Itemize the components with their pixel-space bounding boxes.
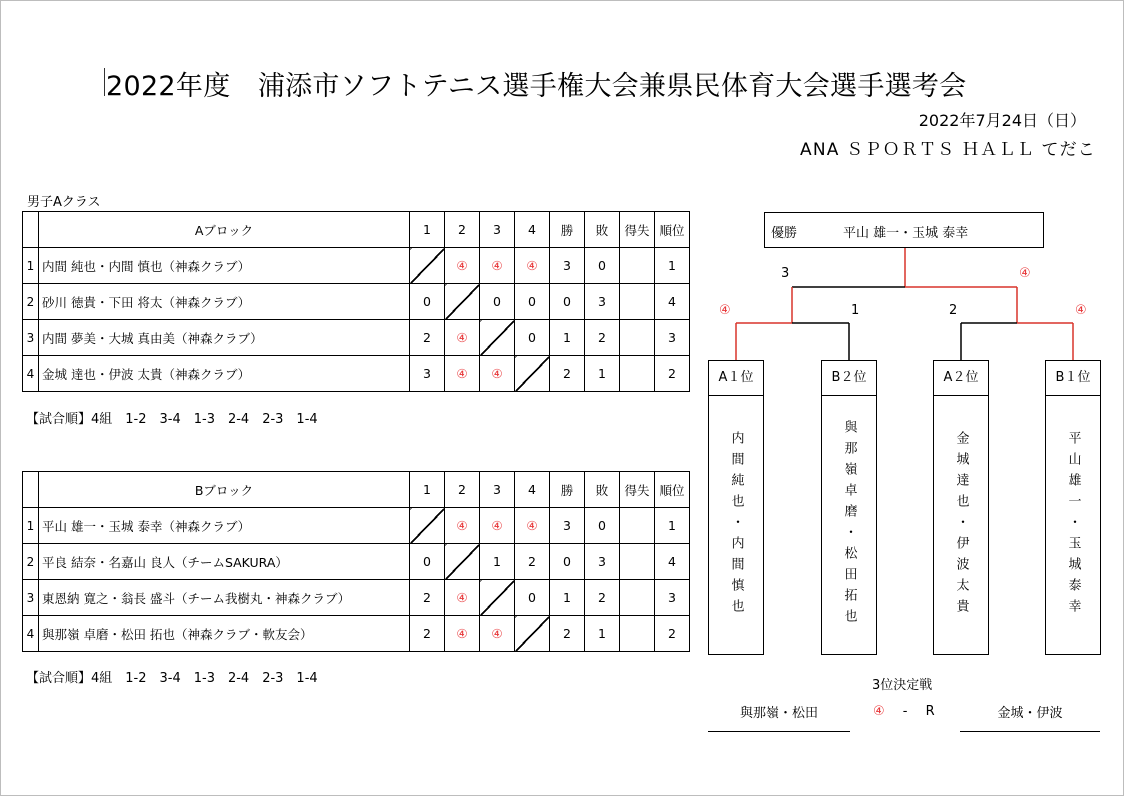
event-date: 2022年7月24日（日） <box>918 111 1086 130</box>
stat-cell: 1 <box>655 248 690 284</box>
match-score-cell: 2 <box>515 544 550 580</box>
col-header: 3 <box>480 472 515 508</box>
stat-cell: 3 <box>585 284 620 320</box>
col-header: 順位 <box>655 472 690 508</box>
pair-name: 内間 夢美・大城 真由美（神森クラブ） <box>39 320 410 356</box>
stat-cell: 1 <box>550 320 585 356</box>
stat-cell: 1 <box>550 580 585 616</box>
row-number: 1 <box>23 248 39 284</box>
pair-name: 東恩納 寛之・翁長 盛斗（チーム我樹丸・神森クラブ） <box>39 580 410 616</box>
match-score-cell: ④ <box>445 508 480 544</box>
stat-cell: 2 <box>550 616 585 652</box>
col-header: 勝 <box>550 472 585 508</box>
seed-label-a1: A１位 <box>708 360 764 396</box>
champion-label: 優勝 <box>771 226 798 241</box>
match-score-cell: 0 <box>515 284 550 320</box>
seed-player-a2 <box>933 396 989 655</box>
semi-score: 1 <box>851 303 860 318</box>
block-a-title: Aブロック <box>39 212 410 248</box>
match-score-cell: 3 <box>410 356 445 392</box>
row-number: 3 <box>23 320 39 356</box>
stat-cell: 0 <box>585 248 620 284</box>
stat-cell: 3 <box>585 544 620 580</box>
col-header: 3 <box>480 212 515 248</box>
champion-name: 平山 雄一・玉城 泰幸 <box>843 226 969 241</box>
third-score-left: ④ <box>873 704 885 719</box>
match-score-cell: ④ <box>480 248 515 284</box>
match-score-cell: 2 <box>410 320 445 356</box>
match-score-cell: 2 <box>410 580 445 616</box>
col-header: 1 <box>410 212 445 248</box>
match-score-cell: ④ <box>445 320 480 356</box>
row-number: 2 <box>23 544 39 580</box>
third-score-dash: - <box>902 704 908 719</box>
col-header: 4 <box>515 212 550 248</box>
seed-label-b2: B２位 <box>821 360 877 396</box>
stat-cell: 2 <box>585 580 620 616</box>
col-header: 勝 <box>550 212 585 248</box>
stat-cell: 4 <box>655 284 690 320</box>
seed-name: 平山雄一・玉城泰幸 <box>1065 430 1081 620</box>
match-score-cell: ④ <box>515 248 550 284</box>
pair-name: 金城 達也・伊波 太貴（神森クラブ） <box>39 356 410 392</box>
stat-cell: 3 <box>550 508 585 544</box>
pair-name: 砂川 徳貴・下田 将太（神森クラブ） <box>39 284 410 320</box>
seed-name: 與那嶺卓磨・松田拓也 <box>841 420 857 630</box>
semi-score: 2 <box>949 303 958 318</box>
seed-name: 金城達也・伊波太貴 <box>953 430 969 620</box>
third-place-title: 3位決定戦 <box>872 678 933 693</box>
row-number: 1 <box>23 508 39 544</box>
seed-label-a2: A２位 <box>933 360 989 396</box>
pair-name: 與那嶺 卓磨・松田 拓也（神森クラブ・軟友会） <box>39 616 410 652</box>
match-score-cell: 0 <box>410 544 445 580</box>
seed-player-b2 <box>821 396 877 655</box>
match-score-cell: ④ <box>480 356 515 392</box>
event-venue: ANA ＳＰＯＲＴＳ ＨＡＬＬ てだこ <box>800 140 1096 160</box>
block-b-match-order: 【試合順】4組 1-2 3-4 1-3 2-4 2-3 1-4 <box>26 671 318 686</box>
class-label: 男子Aクラス <box>27 195 101 210</box>
match-score-cell: ④ <box>480 508 515 544</box>
stat-cell: 0 <box>585 508 620 544</box>
match-score-cell: 2 <box>410 616 445 652</box>
row-number: 3 <box>23 580 39 616</box>
final-score-right: ④ <box>1019 266 1031 281</box>
col-header: 順位 <box>655 212 690 248</box>
row-number: 4 <box>23 616 39 652</box>
third-place-left-team: 與那嶺・松田 <box>708 702 850 732</box>
col-header: 4 <box>515 472 550 508</box>
stat-cell: 1 <box>585 616 620 652</box>
page-title: 2022年度 浦添市ソフトテニス選手権大会兼県民体育大会選手選考会 <box>106 71 967 102</box>
col-header: 1 <box>410 472 445 508</box>
stat-cell: 2 <box>550 356 585 392</box>
third-place-score <box>873 704 935 719</box>
seed-label-b1: B１位 <box>1045 360 1101 396</box>
stat-cell: 2 <box>585 320 620 356</box>
stat-cell: 4 <box>655 544 690 580</box>
stat-cell: 2 <box>655 356 690 392</box>
stat-cell: 1 <box>585 356 620 392</box>
pair-name: 平良 結奈・名嘉山 良人（チームSAKURA） <box>39 544 410 580</box>
stat-cell: 3 <box>655 580 690 616</box>
match-score-cell: ④ <box>445 616 480 652</box>
third-place-right-team: 金城・伊波 <box>960 702 1100 732</box>
match-score-cell: 0 <box>410 284 445 320</box>
match-score-cell: ④ <box>480 616 515 652</box>
col-header: 2 <box>445 472 480 508</box>
col-header: 敗 <box>585 472 620 508</box>
match-score-cell: 0 <box>515 320 550 356</box>
semi-score: ④ <box>1075 303 1087 318</box>
match-score-cell: 0 <box>515 580 550 616</box>
stat-cell: 0 <box>550 544 585 580</box>
final-score-left: 3 <box>781 266 790 281</box>
block-a-match-order: 【試合順】4組 1-2 3-4 1-3 2-4 2-3 1-4 <box>26 412 318 427</box>
stat-cell: 1 <box>655 508 690 544</box>
third-score-right: R <box>925 704 935 719</box>
match-score-cell: 1 <box>480 544 515 580</box>
pair-name: 内間 純也・内間 慎也（神森クラブ） <box>39 248 410 284</box>
row-number: 2 <box>23 284 39 320</box>
col-header: 敗 <box>585 212 620 248</box>
match-score-cell: ④ <box>445 580 480 616</box>
col-header: 得失 <box>620 472 655 508</box>
match-score-cell: ④ <box>515 508 550 544</box>
seed-player-b1 <box>1045 396 1101 655</box>
stat-cell: 3 <box>655 320 690 356</box>
match-score-cell: 0 <box>480 284 515 320</box>
match-score-cell: ④ <box>445 248 480 284</box>
stat-cell: 0 <box>550 284 585 320</box>
seed-player-a1 <box>708 396 764 655</box>
semi-score: ④ <box>719 303 731 318</box>
seed-name: 内間純也・内間慎也 <box>728 430 744 620</box>
match-score-cell: ④ <box>445 356 480 392</box>
col-header: 2 <box>445 212 480 248</box>
block-b-title: Bブロック <box>39 472 410 508</box>
stat-cell: 2 <box>655 616 690 652</box>
col-header: 得失 <box>620 212 655 248</box>
stat-cell: 3 <box>550 248 585 284</box>
pair-name: 平山 雄一・玉城 泰幸（神森クラブ） <box>39 508 410 544</box>
row-number: 4 <box>23 356 39 392</box>
